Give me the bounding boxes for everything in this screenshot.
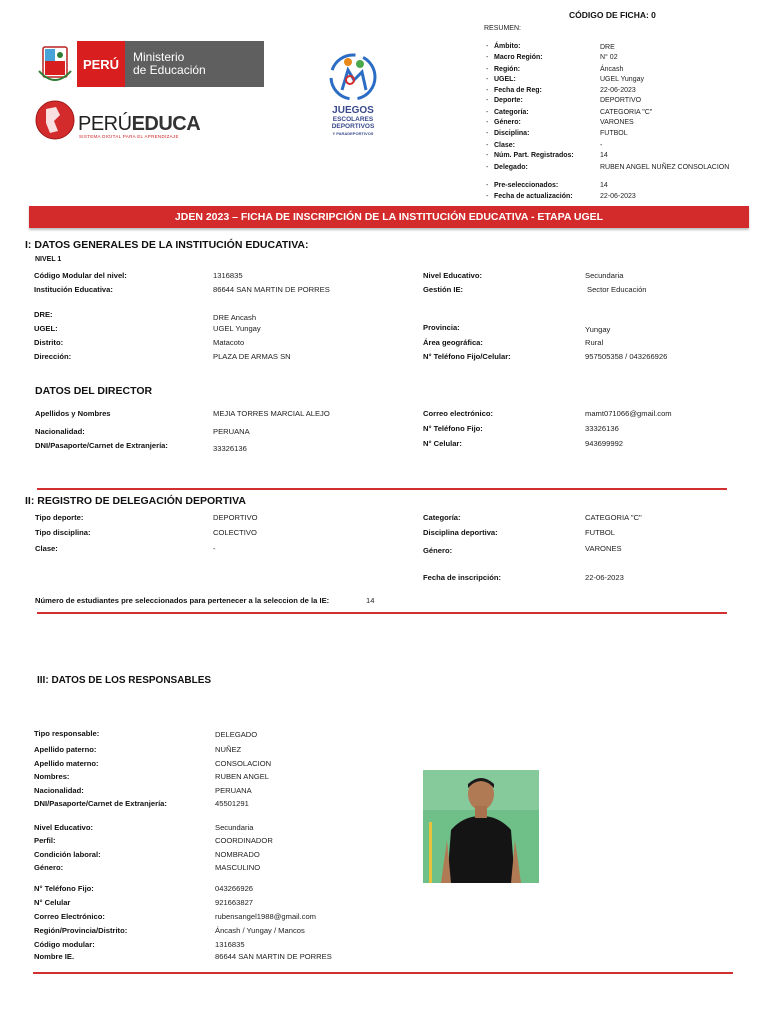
dre-value: DRE Ancash bbox=[213, 313, 257, 322]
responsable-value: MASCULINO bbox=[215, 863, 261, 872]
resumen-title: RESUMEN: bbox=[484, 25, 521, 32]
responsable-label: N° Celular bbox=[34, 898, 71, 907]
resumen-label: Fecha de Reg: bbox=[494, 87, 542, 94]
responsable-value: Áncash / Yungay / Mancos bbox=[215, 926, 305, 935]
responsable-label: Tipo responsable: bbox=[34, 729, 100, 738]
institucion-label: Institución Educativa: bbox=[34, 285, 113, 294]
direccion-value: PLAZA DE ARMAS SN bbox=[213, 352, 291, 361]
responsable-label: Correo Electrónico: bbox=[34, 912, 105, 921]
tipo-disciplina-value: COLECTIVO bbox=[213, 528, 257, 537]
director-telfijo-value: 33326136 bbox=[585, 424, 619, 433]
tipo-deporte-label: Tipo deporte: bbox=[35, 513, 84, 522]
resumen-value: UGEL Yungay bbox=[600, 76, 644, 83]
director-correo-value: mamt071066@gmail.com bbox=[585, 409, 672, 418]
responsable-value: 921663827 bbox=[215, 898, 254, 907]
area-value: Rural bbox=[585, 338, 604, 347]
resumen-label: Macro Región: bbox=[494, 54, 543, 61]
perueduca-logo bbox=[34, 99, 201, 141]
clase-label: Clase: bbox=[35, 544, 58, 553]
resumen-label: Disciplina: bbox=[494, 130, 530, 137]
telefono-label: N° Teléfono Fijo/Celular: bbox=[423, 352, 511, 361]
responsable-value: 1316835 bbox=[215, 940, 245, 949]
juegos-subtitle-line1: ESCOLARES bbox=[332, 116, 374, 123]
director-correo-label: Correo electrónico: bbox=[423, 409, 494, 418]
resumen-label: Ámbito: bbox=[494, 43, 521, 50]
juegos-escolares-logo bbox=[322, 50, 384, 140]
resumen-label: Género: bbox=[494, 119, 521, 126]
tipo-deporte-value: DEPORTIVO bbox=[213, 513, 258, 522]
responsable-label: Condición laboral: bbox=[34, 850, 101, 859]
resumen-label: Núm. Part. Registrados: bbox=[494, 152, 574, 159]
responsable-value: rubensangel1988@gmail.com bbox=[215, 912, 317, 921]
ugel-value: UGEL Yungay bbox=[213, 324, 261, 333]
resumen-value: 22-06-2023 bbox=[600, 87, 636, 94]
codigo-modular-value: 1316835 bbox=[213, 271, 243, 280]
ministerio-name bbox=[125, 41, 264, 87]
perueduca-wordmark-b: EDUCA bbox=[131, 113, 201, 135]
resumen-value: RUBEN ANGEL NUÑEZ CONSOLACION bbox=[600, 164, 730, 171]
resumen-bullet: - bbox=[486, 119, 489, 126]
resumen-label: Pre-seleccionados: bbox=[494, 182, 559, 189]
responsable-value: PERUANA bbox=[215, 786, 252, 795]
fecha-inscripcion-value: 22-06-2023 bbox=[585, 573, 624, 582]
director-celular-value: 943699992 bbox=[585, 439, 624, 448]
resumen-label: Clase: bbox=[494, 142, 516, 149]
director-telfijo-label: N° Teléfono Fijo: bbox=[423, 424, 483, 433]
genero-value: VARONES bbox=[585, 544, 622, 553]
gestion-label: Gestión IE: bbox=[423, 285, 464, 294]
resumen-bullet: - bbox=[486, 54, 489, 61]
resumen-bullet: - bbox=[486, 130, 489, 137]
dre-label: DRE: bbox=[34, 310, 53, 319]
director-nacionalidad-label: Nacionalidad: bbox=[35, 427, 85, 436]
responsable-label: Género: bbox=[34, 863, 64, 872]
juegos-subtitle-line2: DEPORTIVOS bbox=[331, 123, 375, 130]
responsable-label: N° Teléfono Fijo: bbox=[34, 884, 94, 893]
telefono-value: 957505358 / 043266926 bbox=[585, 352, 668, 361]
ministerio-educacion-logo bbox=[33, 41, 264, 87]
tipo-disciplina-label: Tipo disciplina: bbox=[35, 528, 91, 537]
responsable-label: Nacionalidad: bbox=[34, 786, 84, 795]
resumen-value: FUTBOL bbox=[600, 130, 628, 137]
divider bbox=[33, 972, 733, 974]
director-nombres-label: Apellidos y Nombres bbox=[35, 409, 111, 418]
responsable-label: Apellido materno: bbox=[34, 759, 99, 768]
resumen-label: UGEL: bbox=[494, 76, 516, 83]
divider bbox=[37, 488, 727, 490]
juegos-subtitle bbox=[322, 116, 384, 137]
clase-value: - bbox=[213, 544, 216, 553]
peru-brand: PERÚ bbox=[77, 41, 125, 87]
responsable-value: CONSOLACION bbox=[215, 759, 272, 768]
person-photo-icon bbox=[423, 770, 539, 883]
num-estudiantes-value: 14 bbox=[366, 596, 375, 605]
resumen-bullet: - bbox=[486, 164, 489, 171]
juegos-athletes-icon bbox=[328, 50, 378, 104]
resumen-value: N° 02 bbox=[600, 54, 618, 61]
section2-title: II: REGISTRO DE DELEGACIÓN DEPORTIVA bbox=[25, 495, 246, 507]
codigo-modular-label: Código Modular del nivel: bbox=[34, 271, 127, 280]
responsable-value: 45501291 bbox=[215, 799, 249, 808]
resumen-label: Región: bbox=[494, 66, 521, 73]
director-nacionalidad-value: PERUANA bbox=[213, 427, 250, 436]
responsable-label: DNI/Pasaporte/Carnet de Extranjería: bbox=[34, 799, 167, 808]
responsable-label: Nombre IE. bbox=[34, 952, 75, 961]
nivel-educativo-value: Secundaria bbox=[585, 271, 624, 280]
resumen-bullet: - bbox=[486, 97, 489, 104]
gestion-value: Sector Educación bbox=[587, 285, 647, 294]
resumen-bullet: - bbox=[486, 76, 489, 83]
categoria-label: Categoría: bbox=[423, 513, 461, 522]
resumen-value: CATEGORIA "C" bbox=[600, 109, 653, 116]
resumen-bullet: - bbox=[486, 87, 489, 94]
perueduca-wordmark-a: PERÚ bbox=[78, 113, 132, 135]
divider bbox=[37, 612, 727, 614]
distrito-value: Matacoto bbox=[213, 338, 245, 347]
responsable-value: Secundaria bbox=[215, 823, 254, 832]
responsable-value: DELEGADO bbox=[215, 730, 258, 739]
resumen-label: Delegado: bbox=[494, 164, 528, 171]
responsable-value: 86644 SAN MARTIN DE PORRES bbox=[215, 952, 332, 961]
director-nombres-value: MEJIA TORRES MARCIAL ALEJO bbox=[213, 409, 330, 418]
institucion-value: 86644 SAN MARTIN DE PORRES bbox=[213, 285, 330, 294]
responsable-value: NOMBRADO bbox=[215, 850, 260, 859]
responsable-photo bbox=[423, 770, 539, 883]
resumen-bullet: - bbox=[486, 66, 489, 73]
provincia-value: Yungay bbox=[585, 325, 611, 334]
resumen-label: Deporte: bbox=[494, 97, 523, 104]
director-celular-label: N° Celular: bbox=[423, 439, 462, 448]
responsable-label: Perfil: bbox=[34, 836, 56, 845]
responsable-value: 043266926 bbox=[215, 884, 254, 893]
ugel-label: UGEL: bbox=[34, 324, 58, 333]
resumen-bullet: - bbox=[486, 152, 489, 159]
nivel-educativo-label: Nivel Educativo: bbox=[423, 271, 483, 280]
director-dni-value: 33326136 bbox=[213, 444, 247, 453]
section1-title: I: DATOS GENERALES DE LA INSTITUCIÓN EDUCATIVA: bbox=[25, 239, 309, 251]
responsable-value: COORDINADOR bbox=[215, 836, 273, 845]
disciplina-value: FUTBOL bbox=[585, 528, 615, 537]
resumen-value: DEPORTIVO bbox=[600, 97, 642, 104]
resumen-value: VARONES bbox=[600, 119, 634, 126]
num-estudiantes-label: Número de estudiantes pre seleccionados para pertenecer a la seleccion de la IE: bbox=[35, 596, 330, 605]
director-dni-label: DNI/Pasaporte/Carnet de Extranjería: bbox=[35, 441, 168, 450]
resumen-bullet: - bbox=[486, 142, 489, 149]
juegos-subtitle-line3: Y PARADEPORTIVOS bbox=[332, 131, 374, 136]
resumen-bullet: - bbox=[486, 109, 489, 116]
resumen-value: 14 bbox=[600, 152, 608, 159]
ministerio-name-line2: de Educación bbox=[133, 63, 206, 77]
juegos-title: JUEGOS bbox=[332, 105, 374, 116]
ministerio-name-line1: Ministerio bbox=[133, 50, 185, 64]
categoria-value: CATEGORIA "C" bbox=[585, 513, 642, 522]
fecha-inscripcion-label: Fecha de inscripción: bbox=[423, 573, 502, 582]
resumen-value: DRE bbox=[600, 44, 615, 51]
resumen-bullet: - bbox=[486, 193, 489, 200]
codigo-ficha: CÓDIGO DE FICHA: 0 bbox=[569, 10, 656, 20]
direccion-label: Dirección: bbox=[34, 352, 72, 361]
resumen-value: Áncash bbox=[600, 66, 624, 73]
responsable-value: RUBEN ANGEL bbox=[215, 772, 270, 781]
genero-label: Género: bbox=[423, 546, 453, 555]
responsable-label: Nivel Educativo: bbox=[34, 823, 94, 832]
responsable-label: Código modular: bbox=[34, 940, 95, 949]
resumen-value: - bbox=[600, 142, 603, 149]
resumen-bullet: - bbox=[486, 182, 489, 189]
provincia-label: Provincia: bbox=[423, 323, 460, 332]
responsable-label: Nombres: bbox=[34, 772, 70, 781]
responsable-label: Apellido paterno: bbox=[34, 745, 97, 754]
distrito-label: Distrito: bbox=[34, 338, 64, 347]
resumen-value: 22-06-2023 bbox=[600, 193, 636, 200]
form-title-banner: JDEN 2023 – FICHA DE INSCRIPCIÓN DE LA INSTITUCIÓN EDUCATIVA - ETAPA UGEL bbox=[29, 206, 749, 228]
responsable-label: Región/Provincia/Distrito: bbox=[34, 926, 128, 935]
resumen-label: Fecha de actualización: bbox=[494, 193, 573, 200]
resumen-value: 14 bbox=[600, 182, 608, 189]
resumen-label: Categoría: bbox=[494, 109, 529, 116]
resumen-bullet: - bbox=[486, 43, 489, 50]
section3-title: III: DATOS DE LOS RESPONSABLES bbox=[37, 675, 212, 686]
responsable-value: NUÑEZ bbox=[215, 745, 242, 754]
nivel-label: NIVEL 1 bbox=[35, 256, 62, 263]
perueduca-wordmark bbox=[78, 113, 200, 136]
area-label: Área geográfica: bbox=[423, 338, 483, 347]
perueduca-globe-icon bbox=[34, 99, 76, 141]
peru-coat-of-arms-icon bbox=[33, 41, 77, 87]
perueduca-tagline: SISTEMA DIGITAL PARA EL APRENDIZAJE bbox=[79, 134, 179, 139]
disciplina-label: Disciplina deportiva: bbox=[423, 528, 498, 537]
director-title: DATOS DEL DIRECTOR bbox=[35, 385, 153, 397]
